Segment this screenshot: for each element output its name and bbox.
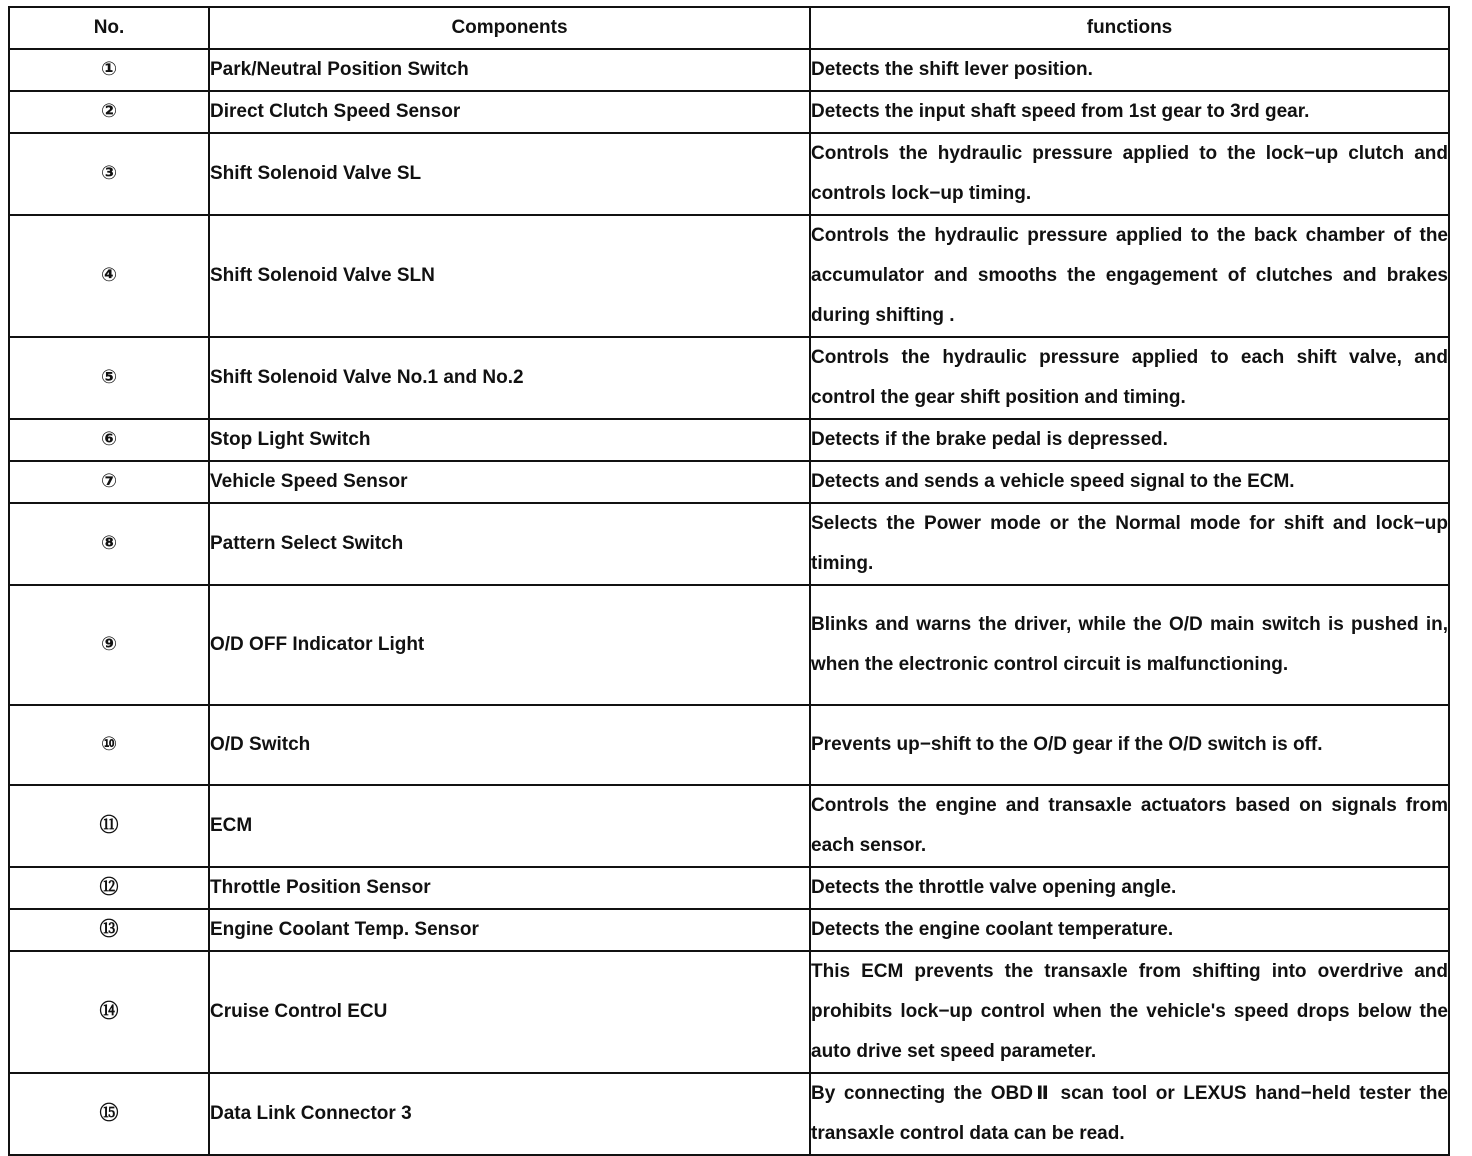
row-number: ⑧ [9,503,209,585]
header-row [9,7,1449,49]
table-row [9,503,1449,585]
row-number: ⑭ [9,951,209,1073]
table-row [9,585,1449,705]
row-number: ⑤ [9,337,209,419]
table-row [9,419,1449,461]
component-function: Blinks and warns the driver, while the O/D main switch is pushed in, when the electronic control circuit is malfunctioning. [810,585,1449,705]
component-function: Detects and sends a vehicle speed signal to the ECM. [810,461,1449,503]
component-function: Detects the throttle valve opening angle. [810,867,1449,909]
components-functions-table [8,6,1450,1156]
row-number: ⑮ [9,1073,209,1155]
component-function: Detects the shift lever position. [810,49,1449,91]
row-number: ⑬ [9,909,209,951]
component-name: Vehicle Speed Sensor [209,461,810,503]
component-function: Detects the input shaft speed from 1st gear to 3rd gear. [810,91,1449,133]
component-function: Controls the hydraulic pressure applied to the back chamber of the accumulator and smooths the engagement of clutches and brakes during shifting . [810,215,1449,337]
row-number: ⑩ [9,705,209,785]
row-number: ① [9,49,209,91]
component-function: Controls the hydraulic pressure applied to the lock−up clutch and controls lock−up timing. [810,133,1449,215]
component-function: This ECM prevents the transaxle from shifting into overdrive and prohibits lock−up control when the vehicle's speed drops below the auto drive set speed parameter. [810,951,1449,1073]
table-row [9,133,1449,215]
table-row [9,1073,1449,1155]
row-number: ⑨ [9,585,209,705]
component-name: Shift Solenoid Valve SLN [209,215,810,337]
component-name: Park/Neutral Position Switch [209,49,810,91]
component-name: Pattern Select Switch [209,503,810,585]
table-row [9,91,1449,133]
table-row [9,785,1449,867]
header-components: Components [209,7,810,49]
header-no: No. [9,7,209,49]
row-number: ④ [9,215,209,337]
row-number: ② [9,91,209,133]
row-number: ⑪ [9,785,209,867]
table-row [9,867,1449,909]
component-name: Engine Coolant Temp. Sensor [209,909,810,951]
component-name: Shift Solenoid Valve SL [209,133,810,215]
table-row [9,909,1449,951]
row-number: ③ [9,133,209,215]
component-name: ECM [209,785,810,867]
component-function: By connecting the OBDⅡ scan tool or LEXUS hand−held tester the transaxle control data can be read. [810,1073,1449,1155]
component-function: Controls the hydraulic pressure applied to each shift valve, and control the gear shift position and timing. [810,337,1449,419]
component-function: Controls the engine and transaxle actuators based on signals from each sensor. [810,785,1449,867]
table-row [9,461,1449,503]
component-name: Stop Light Switch [209,419,810,461]
component-function: Prevents up−shift to the O/D gear if the O/D switch is off. [810,705,1449,785]
table-row [9,337,1449,419]
component-function: Detects if the brake pedal is depressed. [810,419,1449,461]
component-name: Direct Clutch Speed Sensor [209,91,810,133]
row-number: ⑫ [9,867,209,909]
component-name: Data Link Connector 3 [209,1073,810,1155]
table-row [9,215,1449,337]
row-number: ⑦ [9,461,209,503]
component-name: O/D Switch [209,705,810,785]
component-function: Detects the engine coolant temperature. [810,909,1449,951]
component-name: Cruise Control ECU [209,951,810,1073]
component-name: Shift Solenoid Valve No.1 and No.2 [209,337,810,419]
component-function: Selects the Power mode or the Normal mode for shift and lock−up timing. [810,503,1449,585]
component-name: O/D OFF Indicator Light [209,585,810,705]
table-row [9,951,1449,1073]
row-number: ⑥ [9,419,209,461]
table-row [9,705,1449,785]
header-functions: functions [810,7,1449,49]
component-name: Throttle Position Sensor [209,867,810,909]
table-row [9,49,1449,91]
